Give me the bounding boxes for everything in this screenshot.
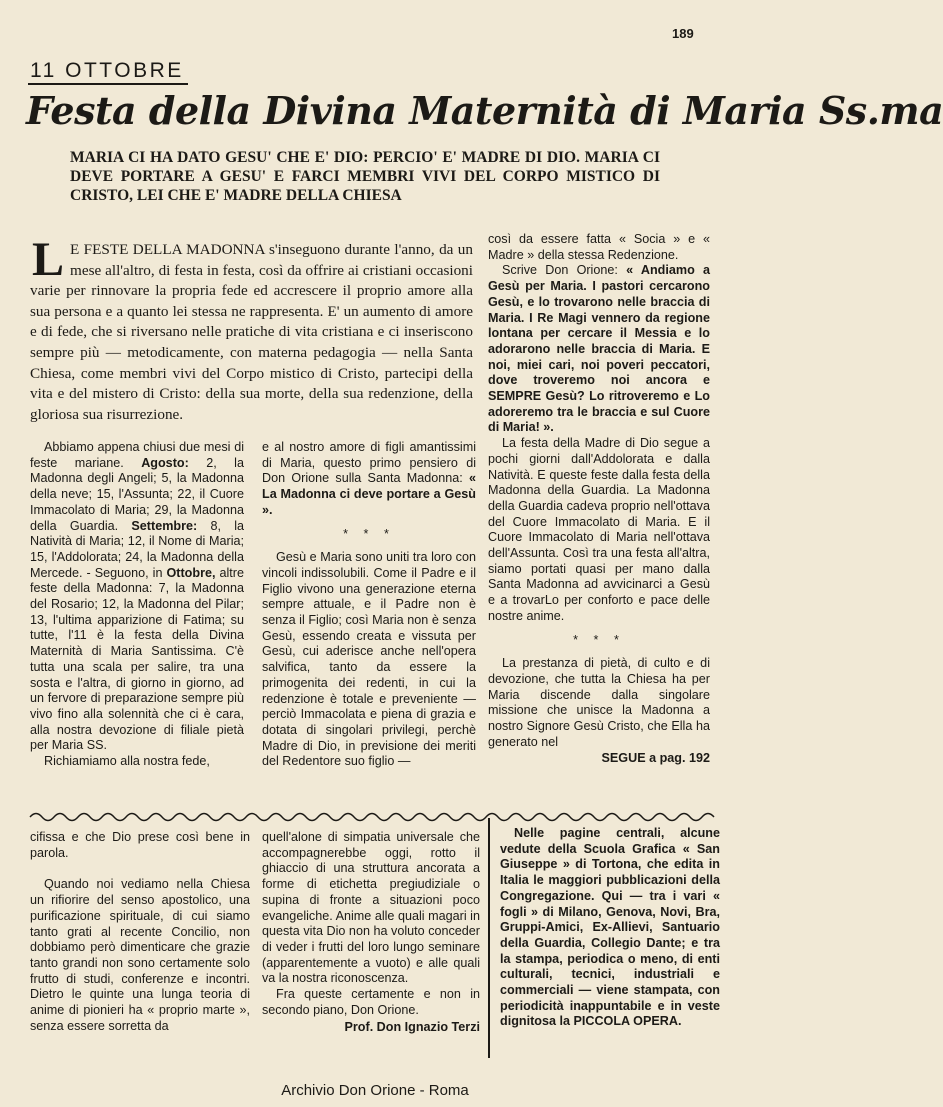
intro-paragraph — [30, 233, 473, 425]
drop-cap: L — [32, 233, 65, 286]
madonna-quote: « La Madonna ci deve portare a Gesù ». — [262, 471, 476, 517]
month-settembre: Settembre: — [131, 518, 198, 533]
month-ottobre: Ottobre, — [166, 565, 216, 580]
text: 2, la Madonna degli Angeli; 5, la Madonna della neve; 15, l'Assunta; 22, il Cuore Immacolato di Maria; 29, la Madonna della Guardia. — [30, 455, 244, 533]
paragraph: così da essere fatta « Socia » e « Madre » della stessa Redenzione. — [488, 232, 710, 262]
author-signature: Prof. Don Ignazio Terzi — [344, 1020, 480, 1035]
bottom-center-column — [262, 830, 480, 1036]
continued-notice: SEGUE a pag. 192 — [601, 750, 710, 765]
paragraph-calendar — [30, 440, 244, 754]
archive-footer: Archivio Don Orione - Roma — [281, 1082, 469, 1099]
sidebar-note-text: Nelle pagine centrali, alcune vedute della Scuola Grafica « San Giuseppe » di Tortona, che edita in Italia le maggiori pubblicazioni della Congregazione. Qui — tra i vari « fogli » di Milano, Genova, Novi, Bra, Gruppi-Amici, Ex-Allievi, Santuario della Guardia, Collegio Dante; e tra la stampa, periodica o meno, di enti culturali, tecnici, industriali e commerciali — viene stampata, con periodicità inappuntabile e in veste dignitosa la PICCOLA OPERA. — [500, 826, 720, 1029]
text: 8, la Natività di Maria; 12, il Nome di Maria; 15, l'Addolorata; 24, la Madonna della Mercede. - Seguono, in — [30, 518, 244, 580]
paragraph: Gesù e Maria sono uniti tra loro con vincoli indissolubili. Come il Padre e il Figlio vivono una generazione eterna sempre attuale, e il Padre non è senza il Figlio; così Maria non è senza Gesù, essendo creata e vissuta per Gesù, cui aderisce anche nell'opera salvifica, tanto da essere la primogenita dei redenti, in cui la redenzione è totale e preveniente — perciò Immacolata e piena di grazia e dotata di singolari privilegi, perchè Madre di Dio, in previsione dei meriti del Redentore suo figlio — — [262, 550, 476, 769]
paragraph: Fra queste certamente e non in secondo piano, Don Orione. — [262, 987, 480, 1017]
date-heading: 11 OTTOBRE — [28, 60, 188, 85]
don-orione-quote: « Andiamo a Gesù per Maria. I pastori cercarono Gesù, e lo trovarono nelle braccia di Maria. I Re Magi vennero da regione lontana per cercare il Messia e lo adorarono nelle braccia di Maria. E noi, miei cari, noi poveri peccatori, dove troveremo noi ancora e SEMPRE Gesù? Lo ritroveremo e Lo adoreremo tra le braccia e sul Cuore di Maria! ». — [488, 263, 710, 435]
paragraph: quell'alone di simpatia universale che accompagnerebbe oggi, rotto il ghiaccio di una struttura ancorata a forme di etichetta pregiudiziale o supina di fronte a situazioni poco evangeliche. Anime alle quali magari in questa vita Dio non ha voluto conceder di veder i frutti del loro lungo seminare (apparentemente a vuoto) e alle quali va la nostra riconoscenza. — [262, 830, 480, 986]
paragraph: La festa della Madre di Dio segue a pochi giorni dall'Addolorata e dalla Natività. E queste feste dalla festa della Madonna della Guardia. La Madonna della Guardia cadeva proprio nell'ottava del Cuore Immacolato di Maria. E il Cuore Immacolato di Maria nell'ottava dell'Assunta. Così tra una festa all'altra, siamo portati quasi per mano dalla Santa Madonna ad avvicinarci a Gesù e a trovarLo per conforto e pace delle nostre anime. — [488, 436, 710, 623]
quote-lead: Scrive Don Orione: — [502, 263, 627, 278]
paragraph-quote — [488, 263, 710, 436]
section-separator: * * * — [573, 632, 625, 647]
feast-title: Festa della Divina Maternità di Maria Ss.ma — [26, 88, 943, 133]
article-subtitle: MARIA CI HA DATO GESU' CHE E' DIO: PERCIO' E' MADRE DI DIO. MARIA CI DEVE PORTARE A GESU' E FARCI MEMBRI VIVI DEL CORPO MISTICO DI CRISTO, LEI CHE E' MADRE DELLA CHIESA — [70, 149, 660, 204]
page-number: 189 — [672, 26, 694, 41]
paragraph — [262, 440, 476, 519]
paragraph: cifissa e che Dio prese così bene in parola. — [30, 830, 250, 860]
intro-text: E FESTE DELLA MADONNA s'inseguono durante l'anno, da un mese all'altro, di festa in festa, così da offrire ai cristiani occasioni varie per rinnovare la propria fede ed accrescere il proprio amore alla sua persona e a quanto lei stessa ne rappresenta. E' un aumento di amore e di fede, che si riversano nelle pratiche di vita cristiana e ci inseriscono sempre più — metodicamente, con materna pedagogia — nella Santa Chiesa, come membri vivi del Corpo mistico di Cristo, partecipi della vita e del mistero di Cristo: della sua morte, della sua redenzione, della gloriosa sua risurrezione. — [30, 241, 473, 423]
text: e al nostro amore di figli amantissimi di Maria, questo primo pensiero di Don Orione sulla Santa Madonna: — [262, 440, 476, 486]
paragraph: Quando noi vediamo nella Chiesa un rifiorire del senso apostolico, una purificazione spirituale, di cui siamo tanto grati al recente Concilio, non dobbiamo però dimenticare che grazie tanto grandi non sono certamente solo frutto di studi, conferenze e incontri. Dietro le quinte una lunga teoria di anime di pionieri ha « proprio marte », senza essere sorretta da — [30, 877, 250, 1033]
month-agosto: Agosto: — [141, 455, 189, 470]
center-column-middle — [262, 440, 476, 770]
paragraph: La prestanza di pietà, di culto e di devozione, che tutta la Chiesa ha per Maria discende dalla singolare missione che unisce la Madonna a nostro Signore Gesù Cristo, che Ella ha generato nel — [488, 656, 710, 749]
right-column-top — [488, 232, 710, 766]
text: Abbiamo appena chiusi due mesi di feste mariane. — [30, 440, 244, 470]
left-column-middle — [30, 440, 244, 770]
paragraph: Richiamiamo alla nostra fede, — [44, 754, 210, 769]
sidebar-note-box — [488, 818, 720, 1058]
text: altre feste della Madonna: 7, la Madonna del Rosario; 12, la Madonna del Pilar; 13, l'ultima apparizione di Fatima; su tutte, l'11 è la festa della Divina Maternità di Maria Santissima. C'è tutta una scala per salire, tra una sosta e l'altra, di giorno in giorno, ad un fervore di preparazione sempre più vivo fino alla solennità che ci è cara, alla nostra devozione di filiale pietà per Maria SS. — [30, 565, 245, 753]
bottom-left-column — [30, 830, 250, 1034]
section-separator: * * * — [343, 526, 395, 541]
